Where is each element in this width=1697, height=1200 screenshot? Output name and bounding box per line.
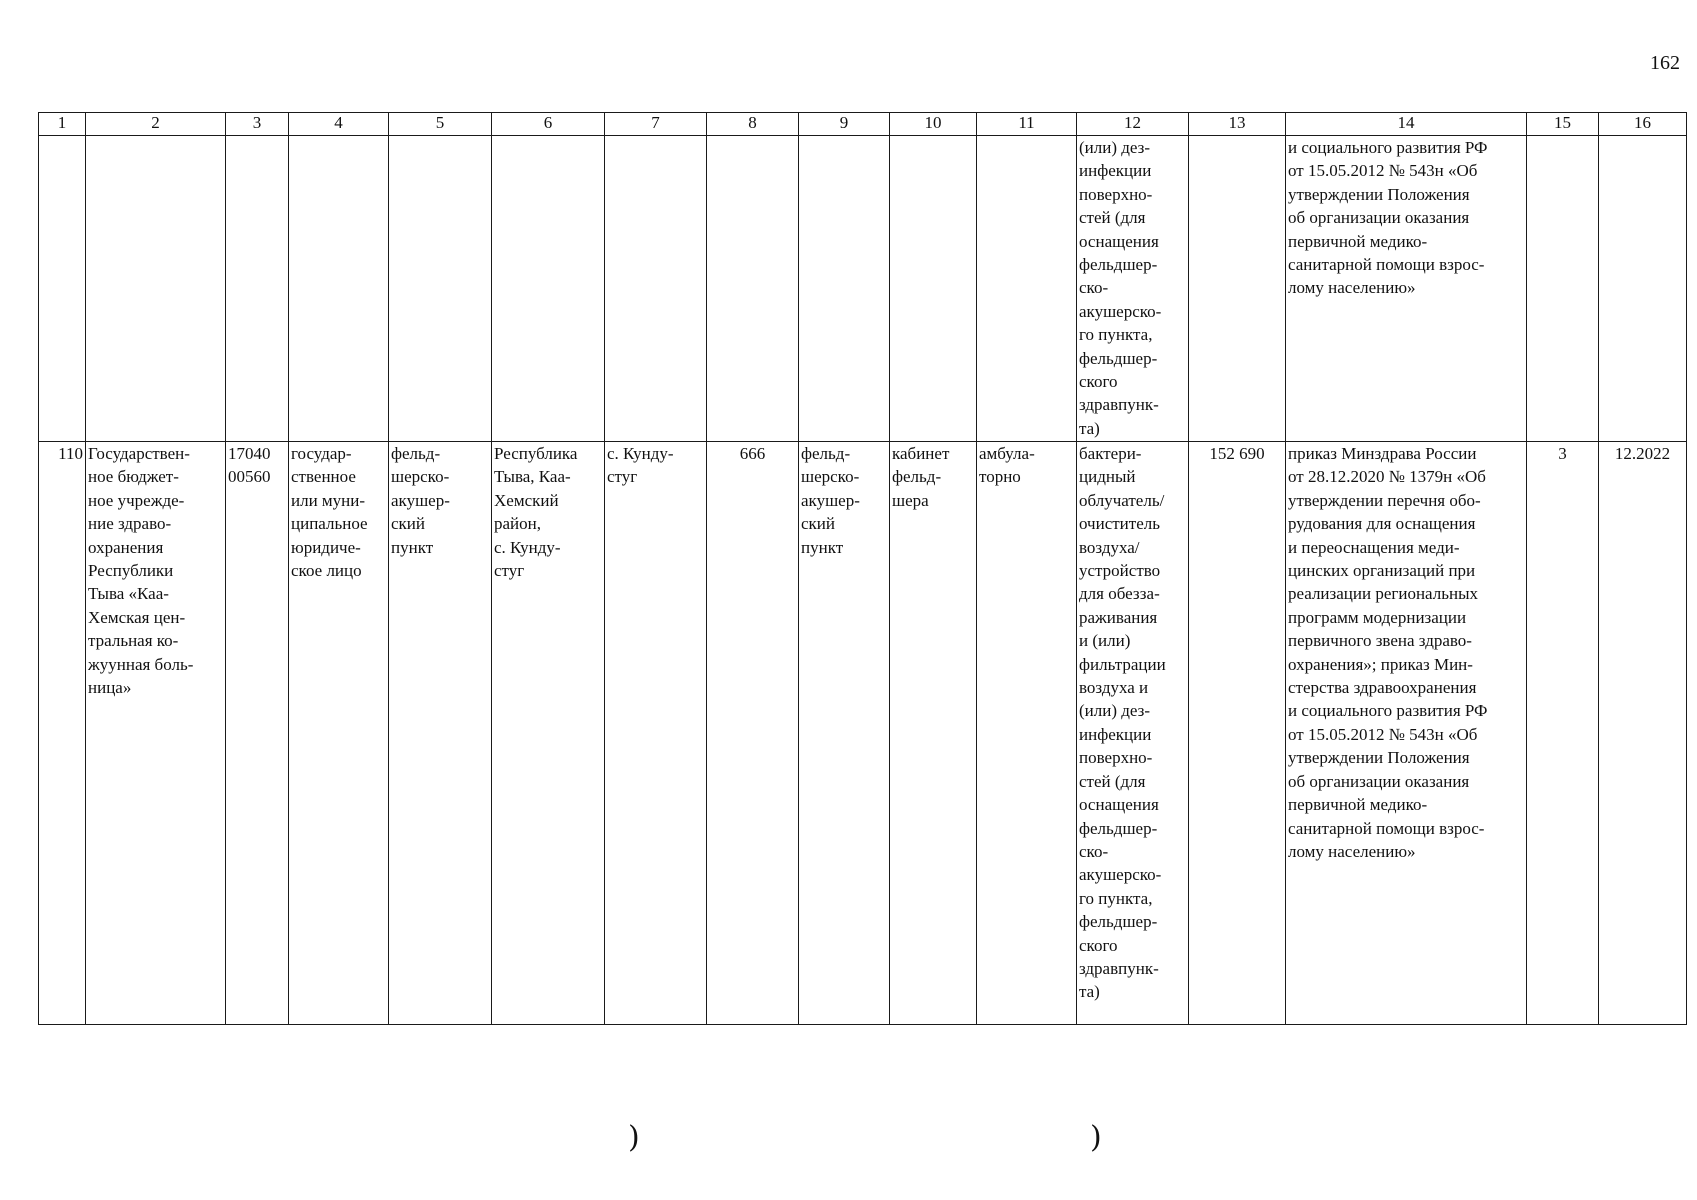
column-header-8: 8 [707, 113, 799, 136]
page-number: 162 [1650, 52, 1680, 74]
equipment-cell: бактери- цидный облучатель/ очиститель воздуха/ устройство для обезза- раживания и (или) фильтрации воздуха и (или) дез- инфекции поверхно- стей (для оснащения фельдшер- ско- акушерско- го пункта, фельдшер- ского здравпунк- та) [1077, 442, 1189, 1025]
cost-cell: 152 690 [1189, 442, 1286, 1025]
column-header-6: 6 [492, 113, 605, 136]
cell [977, 136, 1077, 442]
date-cell: 12.2022 [1599, 442, 1687, 1025]
cell [799, 136, 890, 442]
row-number-cell: 110 [39, 442, 86, 1025]
cell [605, 136, 707, 442]
column-header-15: 15 [1527, 113, 1599, 136]
register-table [38, 112, 1687, 1025]
organization-name-cell: Государствен- ное бюджет- ное учрежде- ние здраво- охранения Республики Тыва «Каа- Хемская цен- тральная ко- жуунная боль- ница» [86, 442, 226, 1025]
column-header-10: 10 [890, 113, 977, 136]
legal-basis-cell: приказ Минздрава России от 28.12.2020 № 1379н «Об утверждении перечня обо- рудования для оснащения и переоснащения меди- цинских организаций при реализации региональных программ модернизации первичного звена здраво- охранения»; приказ Мин- стерства здравоохранения и социального развития РФ от 15.05.2012 № 543н «Об утверждении Положения об организации оказания первичной медико- санитарной помощи взрос- лому населению» [1286, 442, 1527, 1025]
cell [226, 136, 289, 442]
column-header-14: 14 [1286, 113, 1527, 136]
column-header-4: 4 [289, 113, 389, 136]
care-form-cell: амбула- торно [977, 442, 1077, 1025]
cell [492, 136, 605, 442]
column-header-11: 11 [977, 113, 1077, 136]
unit-type-cell: фельд- шерско- акушер- ский пункт [389, 442, 492, 1025]
cell [86, 136, 226, 442]
settlement-cell: с. Кунду- стуг [605, 442, 707, 1025]
column-header-2: 2 [86, 113, 226, 136]
cell [389, 136, 492, 442]
column-header-7: 7 [605, 113, 707, 136]
cell [890, 136, 977, 442]
column-header-3: 3 [226, 113, 289, 136]
structural-unit-cell: фельд- шерско- акушер- ский пункт [799, 442, 890, 1025]
continuation-row [39, 136, 1687, 442]
address-cell: Республика Тыва, Каа- Хемский район, с. Кунду- стуг [492, 442, 605, 1025]
cell [1599, 136, 1687, 442]
equipment-cell: (или) дез- инфекции поверхно- стей (для оснащения фельдшер- ско- акушерско- го пункта, фельдшер- ского здравпунк- та) [1077, 136, 1189, 442]
quantity-cell: 3 [1527, 442, 1599, 1025]
cell [1527, 136, 1599, 442]
room-cell: кабинет фельд- шера [890, 442, 977, 1025]
column-number-row [39, 113, 1687, 136]
cell [707, 136, 799, 442]
legal-basis-cell: и социального развития РФ от 15.05.2012 № 543н «Об утверждении Положения об организации оказания первичной медико- санитарной помощи взрос- лому населению» [1286, 136, 1527, 442]
code-cell: 17040 00560 [226, 442, 289, 1025]
column-header-1: 1 [39, 113, 86, 136]
pen-mark-left: ) [628, 1120, 640, 1155]
column-header-13: 13 [1189, 113, 1286, 136]
column-header-9: 9 [799, 113, 890, 136]
cell [1189, 136, 1286, 442]
column-header-16: 16 [1599, 113, 1687, 136]
cell [289, 136, 389, 442]
legal-form-cell: государ- ственное или муни- ципальное юридиче- ское лицо [289, 442, 389, 1025]
cell [39, 136, 86, 442]
population-cell: 666 [707, 442, 799, 1025]
column-header-5: 5 [389, 113, 492, 136]
pen-mark-right: ) [1090, 1120, 1102, 1155]
column-header-12: 12 [1077, 113, 1189, 136]
table-row [39, 442, 1687, 1025]
